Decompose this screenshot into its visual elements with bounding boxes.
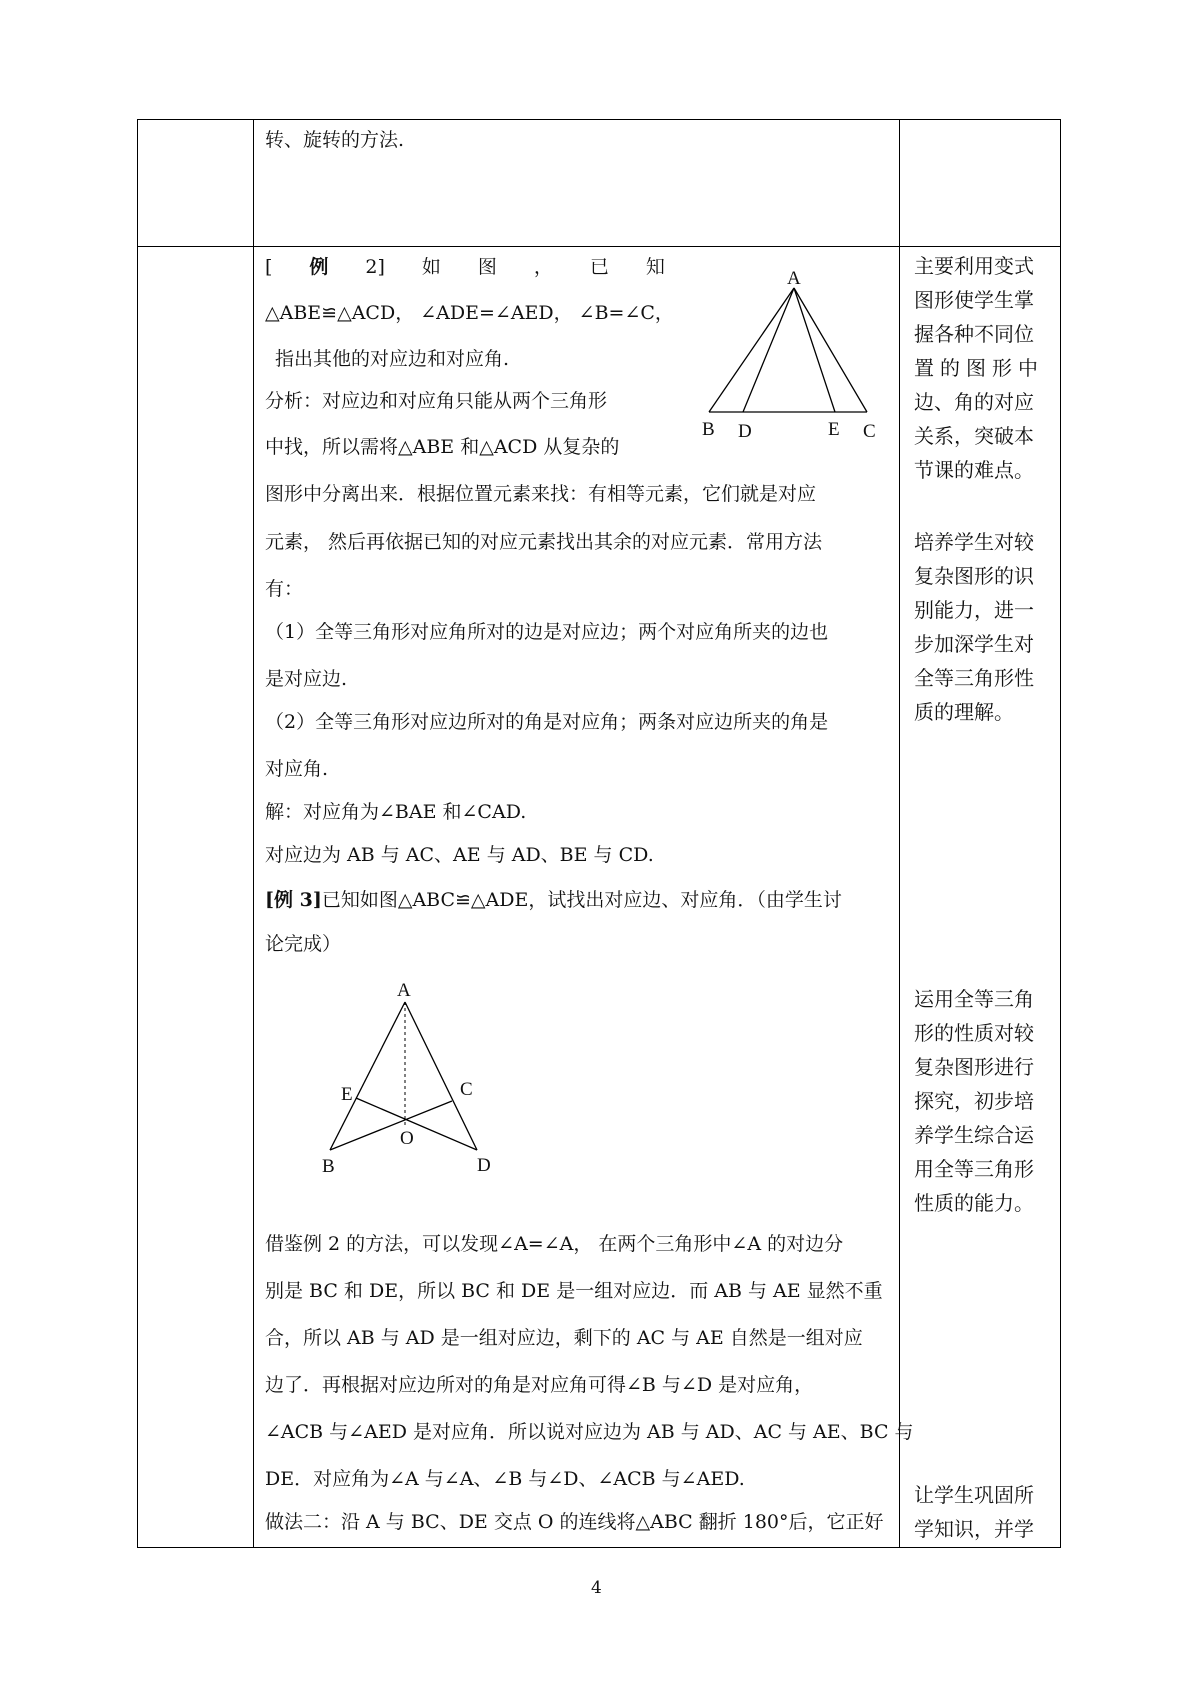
table-right-border <box>1060 119 1061 1548</box>
vertex-label-a: A <box>787 268 801 289</box>
analysis-line: 图形中分离出来．根据位置元素来找：有相等元素，它们就是对应 <box>265 483 817 505</box>
explain-line: 做法二：沿 A 与 BC、DE 交点 O 的连线将△ABC 翻折 180°后，它正好 <box>265 1511 884 1533</box>
vertex-label-b: B <box>702 419 715 440</box>
solution-line: 解：对应角为∠BAE 和∠CAD. <box>265 801 527 823</box>
explain-line: ∠ACB 与∠AED 是对应角．所以说对应边为 AB 与 AD、AC 与 AE、BC 与 <box>265 1421 914 1443</box>
explain-line: 合，所以 AB 与 AD 是一组对应边，剩下的 AC 与 AE 自然是一组对应 <box>265 1327 863 1349</box>
note-line: 关系，突破本 <box>914 424 1034 448</box>
heading-part: 例 <box>309 256 329 278</box>
heading-part: [ <box>265 256 273 278</box>
column-divider-2 <box>899 119 900 1548</box>
vertex-label-c: C <box>863 421 876 442</box>
method1-line: 是对应边. <box>265 668 348 690</box>
note-line: 置的图形中 <box>914 356 1044 380</box>
example3-tag: [例 3] <box>265 889 322 911</box>
note-line: 性质的能力。 <box>914 1191 1034 1215</box>
analysis-line: 中找，所以需将△ABE 和△ACD 从复杂的 <box>265 436 620 458</box>
example3-line2: 论完成） <box>265 933 342 955</box>
explain-line: DE．对应角为∠A 与∠A、∠B 与∠D、∠ACB 与∠AED. <box>265 1468 745 1490</box>
vertex-label-b: B <box>322 1156 335 1177</box>
explain-line: 借鉴例 2 的方法，可以发现∠A=∠A， 在两个三角形中∠A 的对边分 <box>265 1233 844 1255</box>
method2-line: 对应角. <box>265 758 329 780</box>
vertex-label-a: A <box>397 980 411 1001</box>
analysis-line: 有： <box>265 578 304 600</box>
row-divider <box>137 246 1061 247</box>
side-note-4 <box>914 1478 1056 1546</box>
vertex-label-e: E <box>341 1084 353 1105</box>
note-line: 步加深学生对 <box>914 632 1034 656</box>
vertex-label-d: D <box>477 1155 491 1176</box>
analysis-line: 分析：对应边和对应角只能从两个三角形 <box>265 390 608 412</box>
table-top-border <box>137 119 1061 120</box>
note-line: 培养学生对较 <box>914 530 1034 554</box>
example3-text <box>265 888 842 912</box>
example3-figure <box>315 975 505 1180</box>
note-line: 别能力，进一 <box>914 598 1034 622</box>
page-number: 4 <box>591 1578 602 1598</box>
note-line: 复杂图形的识 <box>914 564 1034 588</box>
analysis-line: 元素， 然后再依据已知的对应元素找出其余的对应元素．常用方法 <box>265 531 823 553</box>
note-line: 让学生巩固所 <box>914 1483 1034 1507</box>
column-divider-1 <box>253 119 254 1548</box>
note-line: 图形使学生掌 <box>914 288 1034 312</box>
example2-figure <box>700 262 885 447</box>
solution-line: 对应边为 AB 与 AC、AE 与 AD、BE 与 CD. <box>265 844 654 866</box>
side-note-1 <box>914 249 1056 487</box>
example2-task: 指出其他的对应边和对应角. <box>275 348 510 370</box>
vertex-label-o: O <box>400 1128 414 1149</box>
note-line: 用全等三角形 <box>914 1157 1034 1181</box>
method1-line: （1）全等三角形对应角所对的边是对应边；两个对应角所夹的边也 <box>265 621 829 643</box>
note-line: 形的性质对较 <box>914 1021 1034 1045</box>
heading-part: 如 <box>421 256 441 278</box>
example2-given: △ABE≌△ACD， ∠ADE=∠AED， ∠B=∠C， <box>265 302 674 324</box>
note-line: 节课的难点。 <box>914 458 1034 482</box>
note-line: 学知识，并学 <box>914 1517 1034 1541</box>
heading-part: ， <box>533 256 553 278</box>
table-left-border <box>137 119 138 1548</box>
side-note-2 <box>914 525 1056 729</box>
note-line: 运用全等三角 <box>914 987 1034 1011</box>
note-line: 边、角的对应 <box>914 390 1034 414</box>
vertex-label-e: E <box>828 419 840 440</box>
heading-part: 图 <box>477 256 497 278</box>
table-bottom-border <box>137 1547 1061 1548</box>
note-line: 质的理解。 <box>914 700 1014 724</box>
note-line: 全等三角形性 <box>914 666 1034 690</box>
note-line: 握各种不同位 <box>914 322 1034 346</box>
explain-line: 边了．再根据对应边所对的角是对应角可得∠B 与∠D 是对应角， <box>265 1374 814 1396</box>
side-note-3 <box>914 982 1056 1220</box>
explain-line: 别是 BC 和 DE，所以 BC 和 DE 是一组对应边．而 AB 与 AE 显然不重 <box>265 1280 883 1302</box>
method2-line: （2）全等三角形对应边所对的角是对应角；两条对应边所夹的角是 <box>265 711 829 733</box>
note-line: 主要利用变式 <box>914 254 1034 278</box>
note-line: 探究，初步培 <box>914 1089 1034 1113</box>
note-line: 复杂图形进行 <box>914 1055 1034 1079</box>
heading-part: 知 <box>645 256 665 278</box>
example3-line1: 已知如图△ABC≌△ADE，试找出对应边、对应角．（由学生讨 <box>321 889 842 911</box>
example2-heading <box>265 255 665 279</box>
heading-part: 已 <box>589 256 609 278</box>
heading-part: 2] <box>365 256 385 278</box>
note-line: 养学生综合运 <box>914 1123 1034 1147</box>
top-row-text: 转、旋转的方法. <box>265 129 405 151</box>
vertex-label-d: D <box>738 421 752 442</box>
vertex-label-c: C <box>460 1079 473 1100</box>
